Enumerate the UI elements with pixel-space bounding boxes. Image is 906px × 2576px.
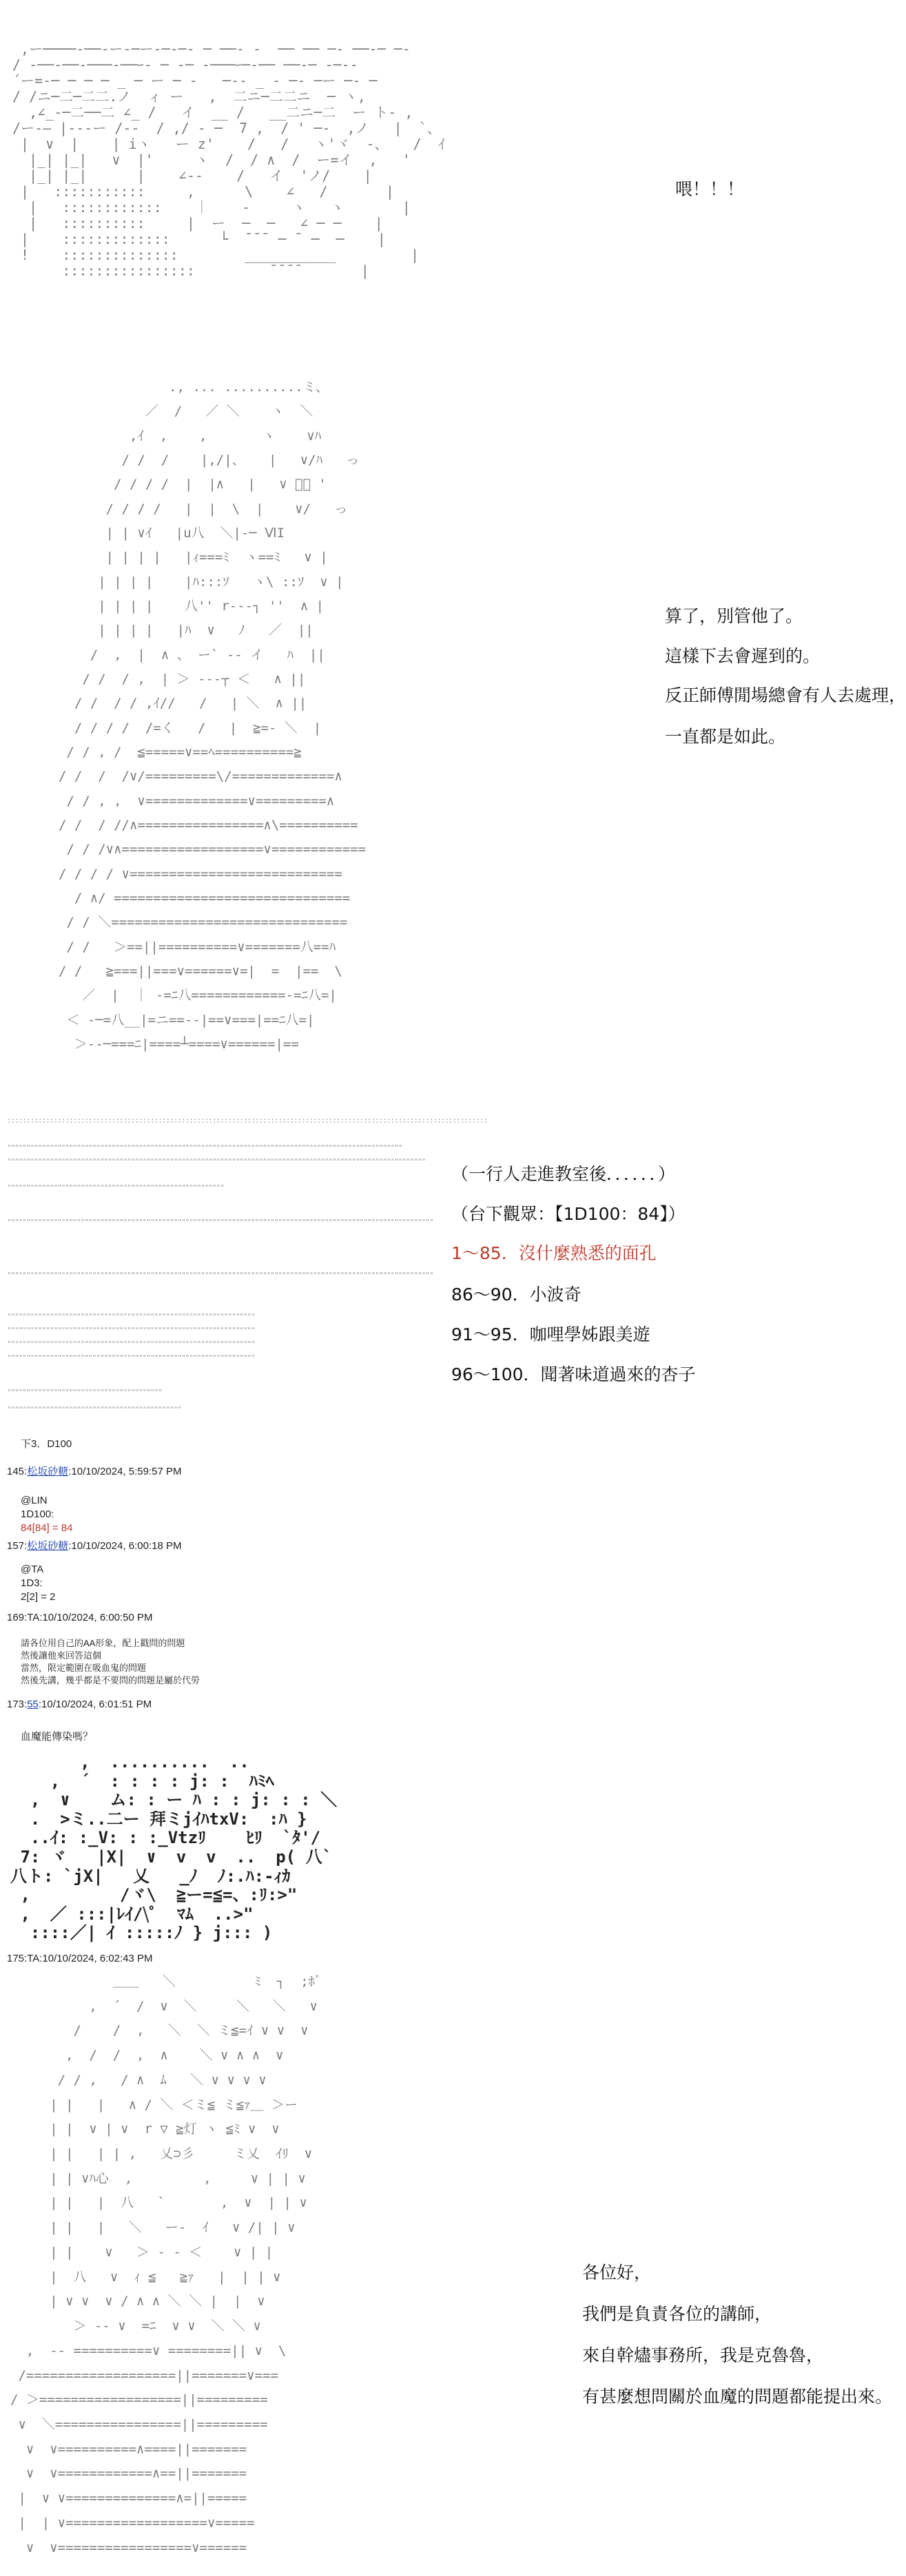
dense-art-band-12: """"""""""""""""""""""""""""""""""""""""""""": [7, 1405, 182, 1414]
post-2-date: :10/10/2024, 5:59:57 PM: [68, 1466, 182, 1477]
dice-roll-line: （台下觀眾：【1D100：84】）: [451, 1204, 686, 1224]
dense-art-band-9: """""""""""""""""""""""""""""""""""""""""""""""""""""""""""""""": [7, 1340, 255, 1349]
dense-art-band-5: """""""""""""""""""""""""""""""""""""""""""""""""""""""""""""""""""""""""""""""""""""""""""""""""""""""""""""": [7, 1218, 433, 1227]
lecturer-line-2: 我們是負責各位的講師，: [582, 2304, 772, 2324]
dense-art-band-6: """""""""""""""""""""""""""""""""""""""""""""""""""""""""""""""""""""""""""""""""""""""""""""""""""""""""""""": [7, 1271, 433, 1280]
post-2-author-link[interactable]: 松坂砂糖: [27, 1466, 69, 1477]
speech-shout: 喂！！！: [675, 179, 745, 199]
roll-option-3: 91～95．咖哩學姊跟美遊: [451, 1325, 650, 1344]
post-5-body: 血魔能傳染嗎？: [21, 1731, 94, 1743]
post-3-command: @TA: [21, 1564, 44, 1575]
dense-art-band-1: ::::::::::::::::::::::::::::::::::::::::::::::::::::::::::::::::::::::::::::::::::::::::::::::::::::::::::::::::::::::::::::: [7, 1116, 488, 1125]
post-2-result: 84[84] = 84: [21, 1522, 73, 1534]
roll-option-1: 1～85．沒什麼熟悉的面孔: [451, 1243, 657, 1263]
post-4-line-2: 然後讓他來回答這個: [21, 1650, 102, 1661]
lecturer-line-1: 各位好，: [582, 2263, 652, 2283]
post-3-author-link[interactable]: 松坂砂糖: [27, 1540, 69, 1552]
dense-art-band-10: """""""""""""""""""""""""""""""""""""""""""""""""""""""""""""""": [7, 1353, 255, 1362]
ascii-art-scene-1: ,ー────‐──‐ー‐─ー‐─‐─‐ ─ ──‐ ‐ ── ── ─‐ ──‐─ ─‐ / ‐──‐──‐───‐──ｰ‐ ─ ‐─ ‐───ｰ─‐── ──‐─ ‐─‐‐ ´ー=‐─ ─ ─ ─ _ ─ ー ─ ‐ ─‐‐ _ ‐ ─‐ ─ー ─‐ ─ / /ニ─二─二二.ノ ィ ー , 二ニ─二二ニ ─ ヽ, ,∠_-─二──二 ∠_ / イ __ / __二ニ─二 ー ト- , /ー‐― |--‐ー /‐‐ / ,/ ‐ ─ 7 , / ' ─‐ ,ノ | `、 | ∨ | | iヽ ー z' / / ヽ'ヾ -、 / ｲ |_| |_| ∨ |' ヽ / / ∧ / ー=イ , ' |_| |_| | ∠-‐ / イ 'ノ/ | | ::::::::::: , \ ∠ / | | :::::::::::: ｜ ‐ ヽ ヽ | | :::::::::: | ー ─ ─ ∠ ─ ─ | | ::::::::::::: └ ̄ ̄ ̄ ─ ̄ ─ ─ | ! :::::::::::::: ___________ | :::::::::::::::: ̄ ̄ ̄ ̄ |: [12, 41, 445, 279]
ascii-art-girl: ., ... ..........ミ、 ／ / ／ ＼ ヽ ＼ ,ｲ , , ヽ ∨ﾊ / / / |,/|、 | ∨/ﾊ っ / / / / | |∧ | ∨ ﾟﾟ ' / / / / | | \ | ∨/ っ | | ∨ｲ |u八 ＼|-─ ⅥI | | | | |ｨ===ﾐ ヽ==ﾐ ∨ | | | | | |ﾊ:::ｿ ヽ\ ::ｿ ∨ | | | | | 八'' r‐‐‐┐ '' ∧ | | | | | |ﾊ ∨ ﾉ ／ || / , | ∧ 、 ー` ‐‐ イ ﾊ || / / / , | ＞ -‐‐┬ ＜ ∧ || / / / / ,ｲ// / | ＼ ∧ || / / / / /=く / | ≧=‐ ＼ | / / , / ≦=====∨==ﾍ==========≧ / / / /∨/=========\/=============∧ / / , , ∨=============∨=========∧ / / / //∧================∧\========== / / /∨∧==================∨============ / / / / ∨=========================== / ∧/ ============================== / / ＼============================== / / ＞==||==========∨=======八==ﾊ / / ≧===||===∨======∨=| = |== \ ／ | ｜ -=ﾆ八============-=ﾆ八=| ＜ ‐─=八__|=ニ==-‐|==∨===|==ﾆ八=| ＞-‐─===ﾆ|====┴====∨======|==: [59, 380, 367, 1052]
dialogue-line-1: 算了，別管他了。: [665, 606, 803, 626]
dense-art-band-11: """""""""""""""""""""""""""""""""""""""": [7, 1388, 162, 1397]
post-6-header: 175:TA:10/10/2024, 6:02:43 PM: [7, 1953, 153, 1964]
post-5-date: :10/10/2024, 6:01:51 PM: [38, 1699, 152, 1710]
dense-art-band-2: """""""""""""""""""""""""""""""""""""""""""""""""""""""""""""""""""""""""""""""""""""""""""""""""""""": [7, 1143, 402, 1152]
dense-art-band-8: """""""""""""""""""""""""""""""""""""""""""""""""""""""""""""""": [7, 1326, 255, 1335]
post-4-line-3: 當然，限定範圍在吸血鬼的問題: [21, 1663, 147, 1673]
ascii-art-lecturer: ＿＿ ＼ ﾐ ┐ ;ﾎﾞ , ´ / ∨ ＼ ＼ ＼ ∨ / / , ＼ ＼ ミ≦=ｲ ∨ ∨ ∨ , / / , ∧ ＼ ∨ ∧ ∧ ∨ / / , / ∧ ﾑ ＼ ∨ ∨ ∨ ∨ | | | ∧ / ＼ ＜ミ≦ ミ≦ｧ＿ ＞ー | | ∨ | ∨ r ▽ ≧灯 ヽ ≦ﾐ ∨ ∨ | | | | , 乂⊃彡 ミ乂 ｲﾘ ∨ | | ∨ﾊ心 , , ∨ | | ∨ | | | 八 ` , ∨ | | ∨ | | | ＼ ー‐ ｲ ∨ /| | ∨ | | ∨ ＞ ‐ ‐ ＜ ∨ | | | 八 ∨ ｨ ≦ ≧ｧ | | | ∨ | ∨ ∨ ∨ / ∧ ∧ ＼ ＼ | | ∨ ＞ -‐ ∨ =ﾆ ∨ ∨ ＼ ＼ ∨ , -‐ ==========∨ ========|| ∨ \ /===================||=======∨=== / ＞==================||========= ∨ ＼================||========= ∨ ∨==========∧====||======= ∨ ∨============∧==||======= | ∨ ∨==============∧=||===== | | ∨==================∨===== ∨ ∨=================∨======: [10, 1974, 322, 2555]
post-3-command-2: 1D3:: [21, 1577, 43, 1589]
post-5-header-line: [7, 1699, 152, 1710]
post-4-header: 169:TA:10/10/2024, 6:00:50 PM: [7, 1612, 153, 1623]
dense-art-band-7: """""""""""""""""""""""""""""""""""""""""""""""""""""""""""""""": [7, 1312, 255, 1321]
post-5-author-link[interactable]: 55: [27, 1699, 39, 1710]
post-2-command: @LIN: [21, 1495, 48, 1506]
post-3-date: :10/10/2024, 6:00:18 PM: [68, 1540, 182, 1552]
dialogue-line-4: 一直都是如此。: [665, 727, 786, 747]
post-2-header-line: [7, 1464, 182, 1478]
scene-narration: （一行人走進教室後．．．．．．）: [451, 1164, 676, 1184]
post-5-number: 173:: [7, 1699, 28, 1710]
post-1-header: 下3．D100: [21, 1438, 72, 1450]
post-3-result: 2[2] = 2: [21, 1591, 56, 1603]
post-4-line-4: 然後先講，幾乎都是不要問的問題是屬於代勞: [21, 1675, 200, 1685]
post-2-command-2: 1D100:: [21, 1508, 54, 1520]
roll-option-4: 96～100．聞著味道過來的杏子: [451, 1364, 696, 1384]
lecturer-line-3: 來自幹燼事務所，我是克魯魯，: [582, 2345, 824, 2365]
post-4-line-1: 請各位用自己的AA形象，配上戳問的問題: [21, 1638, 185, 1648]
dense-art-band-4: """""""""""""""""""""""""""""""""""""""""""""""""""""""": [7, 1183, 224, 1192]
dialogue-line-3: 反正師傅閒場總會有人去處理，: [665, 685, 906, 705]
ascii-art-questioner: , .......... .. , ´ : : : : j: : ﾊﾐﾍ , ∨ ム: : ー ﾊ : : j: : : ＼ . >ミ..二ー 拜ミjｲﾊtxV: :ﾊ } ..ｲ: :_V: : :_Vtzﾘ ﾋﾘ `ﾀ'/ 7: ヾ |X| ∨ v v .. p( 八` 八ト: `jX| 乂 _ﾉ ﾉ:.ﾊ:-ｨｶ , /ヾ\ ≧ー=≦=、:ﾘ:>" , ／ :::|ﾚｲ/\ﾟ ﾏﾑ ..>" ::::／| ｲ :::::ﾉ } j::: ): [10, 1752, 338, 1943]
dense-art-band-3: """""""""""""""""""""""""""""""""""""""""""""""""""""""""""""""""""""""""""""""""""""""""""""""""""""""""""": [7, 1157, 426, 1166]
lecturer-line-4: 有甚麼想問關於血魔的問題都能提出來。: [582, 2387, 893, 2407]
post-3-number: 157:: [7, 1540, 28, 1552]
dialogue-line-2: 這樣下去會遲到的。: [665, 646, 821, 666]
post-3-header-line: [7, 1538, 182, 1552]
roll-option-2: 86～90．小波奇: [451, 1285, 581, 1305]
post-2-number: 145:: [7, 1466, 28, 1477]
